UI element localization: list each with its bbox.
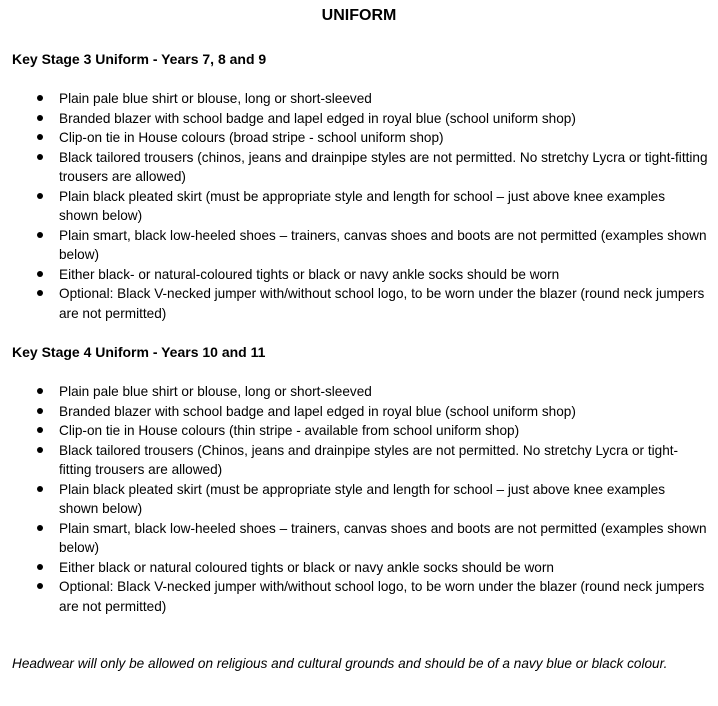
page-title: UNIFORM [321,7,397,24]
list-item [0,402,718,422]
ks4-heading: Key Stage 4 Uniform - Years 10 and 11 [12,344,266,360]
list-item [0,265,718,285]
bullet-icon [37,427,43,433]
ks3-uniform-list [0,89,718,323]
list-item [0,441,718,480]
bullet-icon [37,447,43,453]
list-item [0,187,718,226]
bullet-icon [37,564,43,570]
list-item [0,284,718,323]
headwear-note: Headwear will only be allowed on religious and cultural grounds and should be of a navy blue or black colour. [12,656,668,671]
list-item [0,109,718,129]
list-item [0,89,718,109]
list-item-text: Branded blazer with school badge and lapel edged in royal blue (school uniform shop) [59,110,576,126]
list-item-text: Plain pale blue shirt or blouse, long or short-sleeved [59,384,372,399]
list-item [0,421,718,441]
ks4-uniform-list [0,382,718,616]
bullet-icon [37,583,43,589]
list-item-text: Black tailored trousers (chinos, jeans and drainpipe styles are not permitted. No stretchy Lycra or tight-fitting trousers are allowed) [59,149,708,184]
bullet-icon [37,388,43,394]
bullet-icon [37,193,43,199]
bullet-icon [37,290,43,296]
list-item-text: Black tailored trousers (Chinos, jeans and drainpipe styles are not permitted. No stretchy Lycra or tight-fitting trousers are allowed) [59,442,679,477]
bullet-icon [37,408,43,414]
bullet-icon [37,115,43,121]
bullet-icon [37,486,43,492]
list-item [0,519,718,558]
list-item-text: Branded blazer with school badge and lapel edged in royal blue (school uniform shop) [59,403,576,419]
bullet-icon [37,271,43,277]
list-item [0,226,718,265]
list-item [0,480,718,519]
list-item-text: Clip-on tie in House colours (thin stripe - available from school uniform shop) [59,423,520,438]
list-item [0,382,718,402]
list-item [0,128,718,148]
bullet-icon [37,525,43,531]
list-item-text: Plain black pleated skirt (must be appropriate style and length for school – just above knee examples shown below) [59,188,666,223]
list-item-text: Plain black pleated skirt (must be appropriate style and length for school – just above knee examples shown below) [59,481,666,516]
list-item-text: Optional: Black V-necked jumper with/without school logo, to be worn under the blazer (round neck jumpers are not permitted) [59,579,705,614]
list-item-text: Plain smart, black low-heeled shoes – trainers, canvas shoes and boots are not permitted (examples shown below) [59,520,707,555]
list-item-text: Either black- or natural-coloured tights or black or navy ankle socks should be worn [59,266,560,282]
ks3-heading: Key Stage 3 Uniform - Years 7, 8 and 9 [12,51,267,67]
list-item-text: Either black or natural coloured tights or black or navy ankle socks should be worn [59,559,554,575]
bullet-icon [37,134,43,140]
list-item [0,577,718,616]
bullet-icon [37,154,43,160]
bullet-icon [37,232,43,238]
list-item [0,148,718,187]
bullet-icon [37,95,43,101]
list-item-text: Optional: Black V-necked jumper with/without school logo, to be worn under the blazer (round neck jumpers are not permitted) [59,286,705,321]
list-item [0,558,718,578]
list-item-text: Clip-on tie in House colours (broad stripe - school uniform shop) [59,130,444,145]
list-item-text: Plain pale blue shirt or blouse, long or short-sleeved [59,91,372,106]
list-item-text: Plain smart, black low-heeled shoes – trainers, canvas shoes and boots are not permitted (examples shown below) [59,227,707,262]
